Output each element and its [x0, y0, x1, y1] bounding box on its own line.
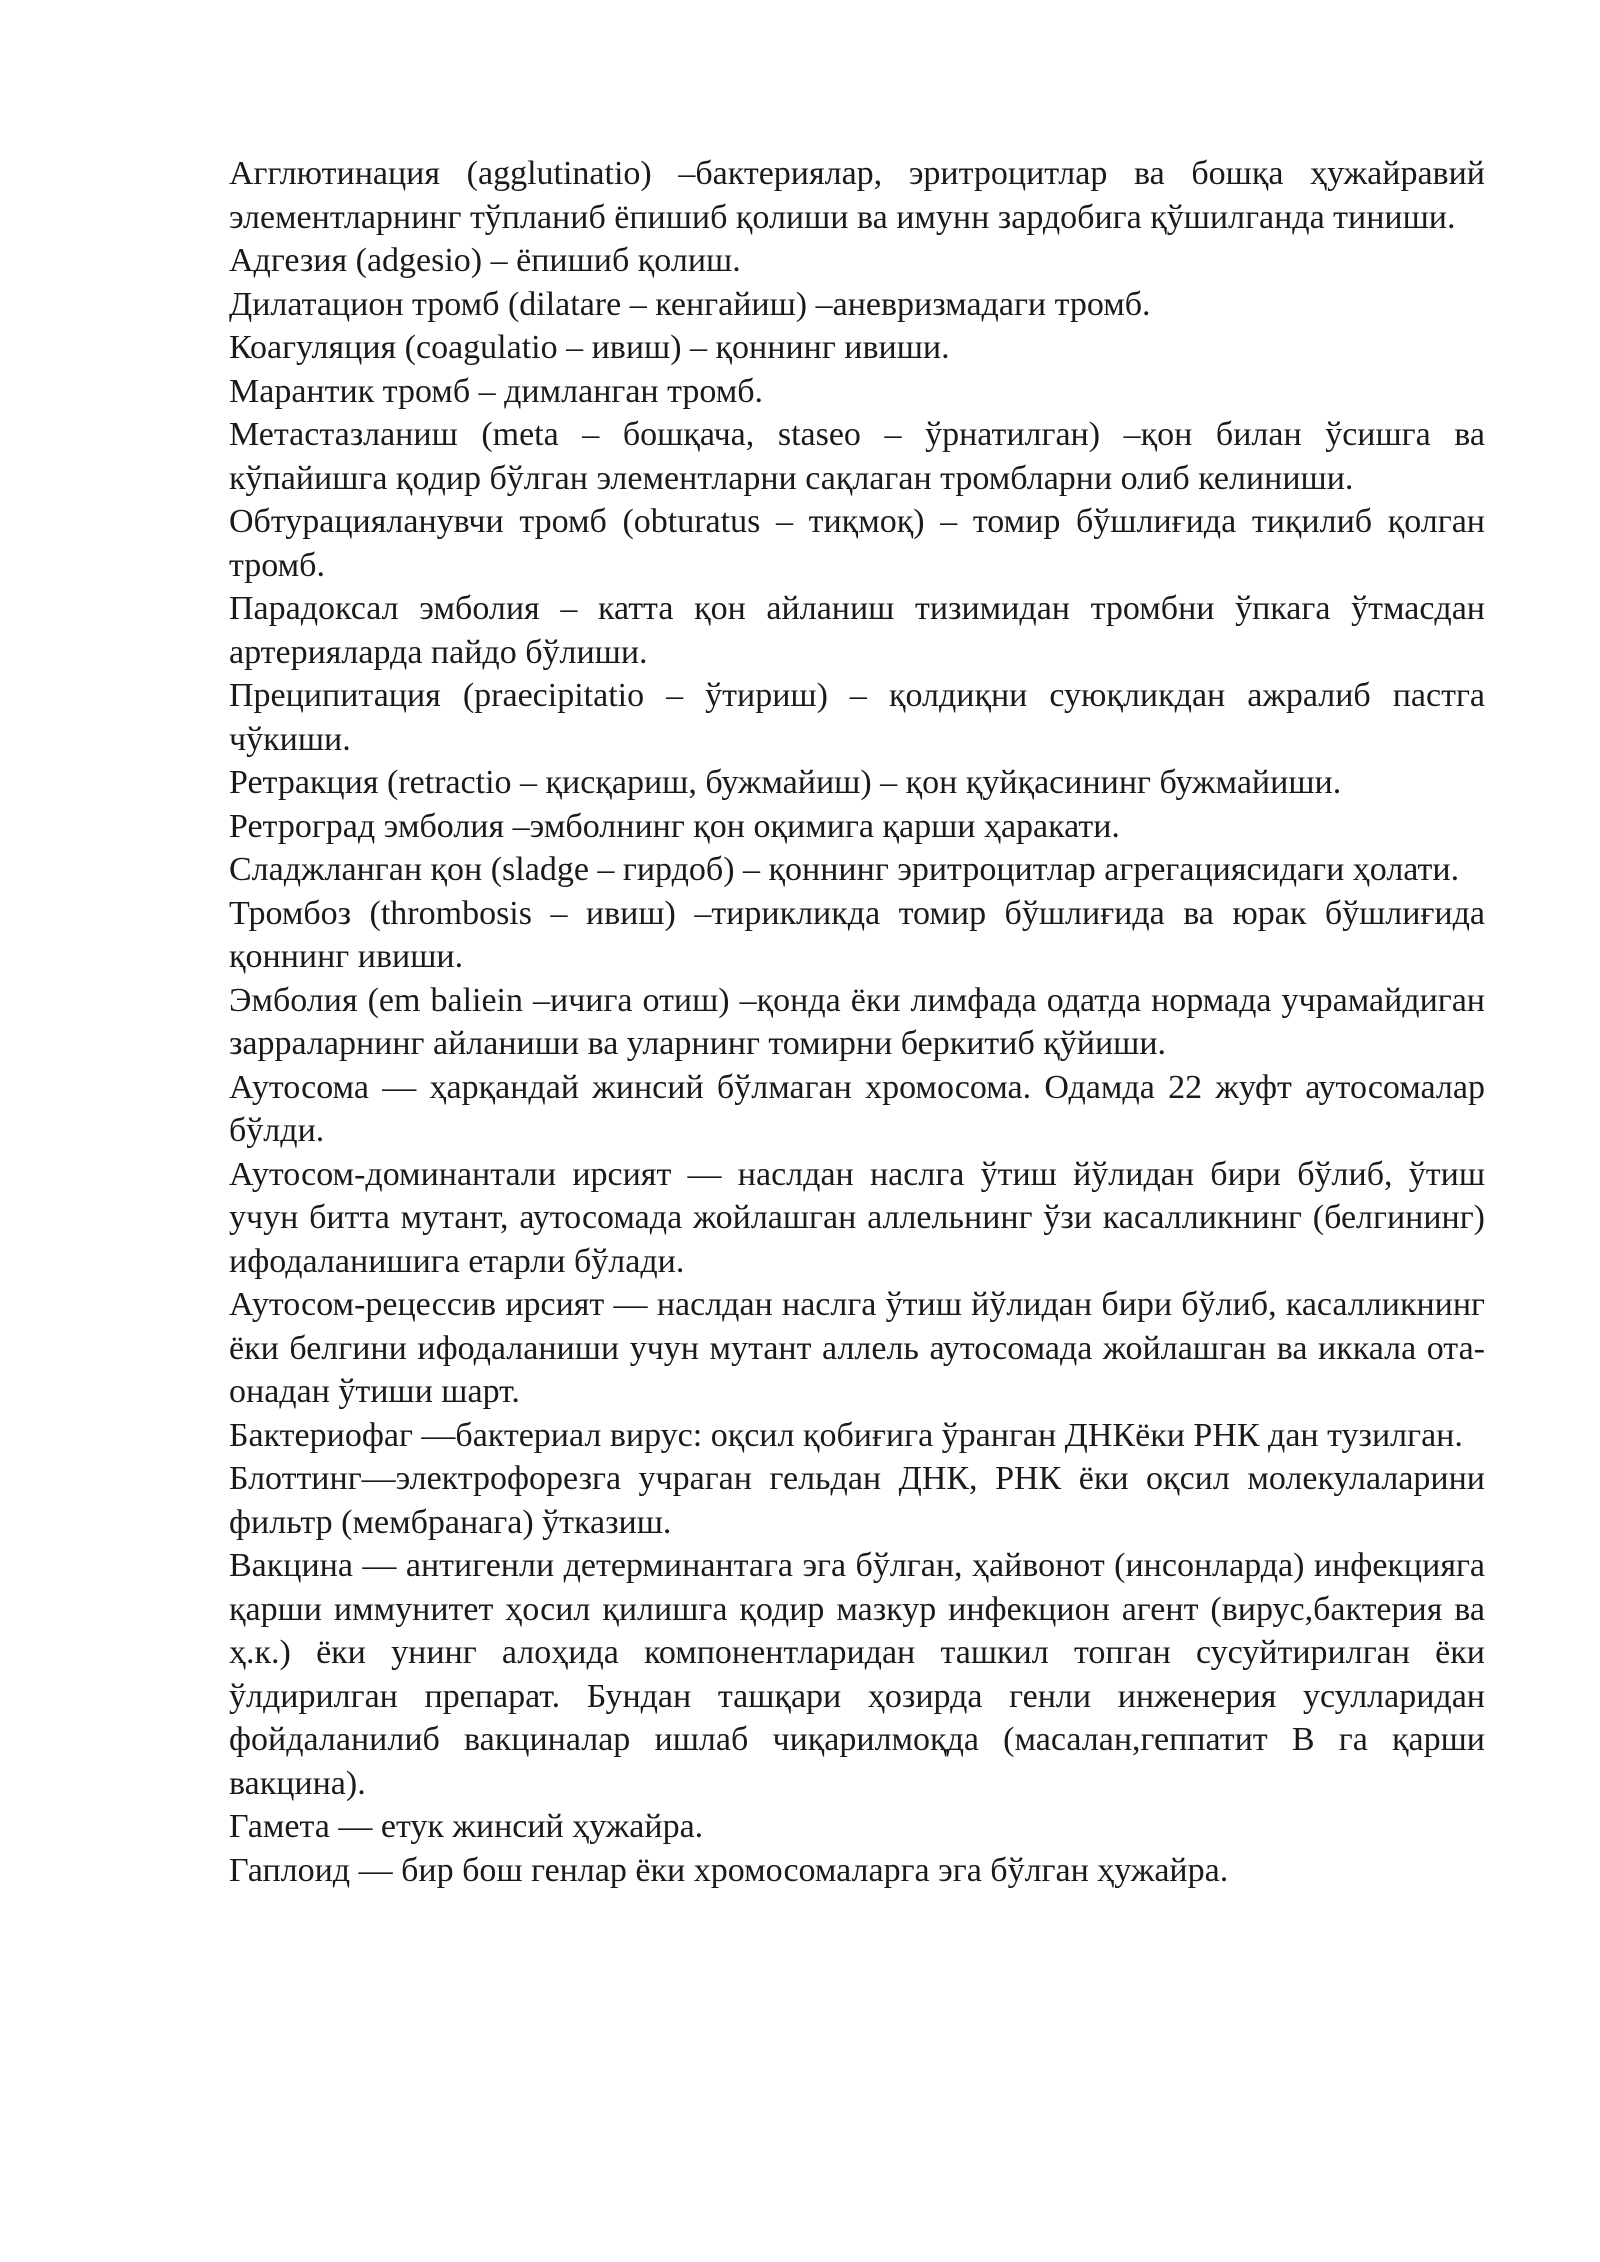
glossary-entry-dilatation-thrombus: Дилатацион тромб (dilatare – кенгайиш) –аневризмадаги тромб. [229, 285, 1151, 323]
glossary-entry-autosome: Аутосома — ҳарқандай жинсий бўлмаган хромосома. Одамда 22 жуфт аутосомалар бўлди. [229, 1068, 1485, 1149]
glossary-entry-precipitation: Преципитация (praecipitatio – ўтириш) – қолдиқни суюқликдан ажралиб пастга чўкиши. [229, 677, 1485, 758]
glossary-entry-blotting: Блоттинг—электрофорезга учраган гельдан ДНК, РНК ёки оқсил молекулаларини фильтр (мембранага) ўтказиш. [229, 1460, 1485, 1541]
glossary-entry-embolism: Эмболия (em balіein –ичига отиш) –қонда ёки лимфада одатда нормада учрамайдиган зарраларнинг айланиши ва уларнинг томирни беркитиб қўйиши. [229, 981, 1485, 1062]
glossary-entry-thrombosis: Тромбоз (thrombosis – ивиш) –тирикликда томир бўшлиғида ва юрак бўшлиғида қоннинг ивиши. [229, 894, 1485, 975]
glossary-entry-retrograde-embolism: Ретроград эмболия –эмболнинг қон оқимига қарши ҳаракати. [229, 807, 1120, 845]
glossary-entry-gamete: Гамета — етук жинсий ҳужайра. [229, 1808, 704, 1845]
glossary-entry-autosomal-recessive: Аутосом-рецессив ирсият — наслдан наслга ўтиш йўлидан бири бўлиб, касалликнинг ёки белгини ифодаланиши учун мутант аллель аутосомада жойлашган ва иккала ота-онадан ўтиши шарт. [229, 1286, 1485, 1410]
glossary-entry-retraction: Ретракция (retractio – қисқариш, бужмайиш) – қон қуйқасининг бужмайиши. [229, 764, 1342, 801]
glossary-entry-vaccine: Вакцина — антигенли детерминантага эга бўлган, ҳайвонот (инсонларда) инфекцияга қарши иммунитет ҳосил қилишга қодир мазкур инфекцион агент (вирус,бактерия ва ҳ.к.) ёки унинг алоҳида компонентларидан ташкил топган сусуйтирилган ёки ўлдирилган препарат. Бундан ташқари ҳозирда генли инженерия усулларидан фойдаланилиб вакциналар ишлаб чиқарилмоқда (масалан,геппатит В га қарши вакцина). [229, 1547, 1485, 1802]
glossary-entry-paradoxical-embolism: Парадоксал эмболия – катта қон айланиш тизимидан тромбни ўпкага ўтмасдан артерияларда пайдо бўлиши. [229, 590, 1485, 671]
glossary-entry-adhesion: Адгезия (adgesio) – ёпишиб қолиш. [229, 242, 741, 279]
glossary-entry-haploid: Гаплоид — бир бош генлар ёки хромосомаларга эга бўлган ҳужайра. [229, 1851, 1229, 1889]
glossary-text [229, 152, 1485, 1892]
glossary-entry-metastasis: Метастазланиш (meta – бошқача, staseo – ўрнатилган) –қон билан ўсишга ва кўпайишга қодир бўлган элементларни сақлаган тромбларни олиб келиниши. [229, 416, 1485, 497]
glossary-entry-bacteriophage: Бактериофаг —бактериал вирус: оқсил қобиғига ўранган ДНКёки РНК дан тузилган. [229, 1416, 1463, 1454]
glossary-entry-coagulation: Коагуляция (coagulatio – ивиш) – қоннинг ивиши. [229, 329, 950, 366]
glossary-entry-marantic-thrombus: Марантик тромб – димланган тромб. [229, 372, 764, 410]
glossary-entry-agglutination: Агглютинация (agglutinatio) –бактериялар, эритроцитлар ва бошқа ҳужайравий элементларнинг тўпланиб ёпишиб қолиши ва имунн зардобига қўшилганда тиниши. [229, 155, 1485, 236]
glossary-entry-autosomal-dominant: Аутосом-доминантали ирсият — наслдан наслга ўтиш йўлидан бири бўлиб, ўтиш учун битта мутант, аутосомада жойлашган аллельнинг ўзи касалликнинг (белгининг) ифодаланишига етарли бўлади. [229, 1155, 1485, 1280]
glossary-entry-sludged-blood: Сладжланган қон (sladge – гирдоб) – қоннинг эритроцитлар агрегациясидаги ҳолати. [229, 851, 1460, 888]
glossary-entry-obturating-thrombus: Обтурацияланувчи тромб (obturatus – тиқмоқ) – томир бўшлиғида тиқилиб қолган тромб. [229, 503, 1485, 584]
